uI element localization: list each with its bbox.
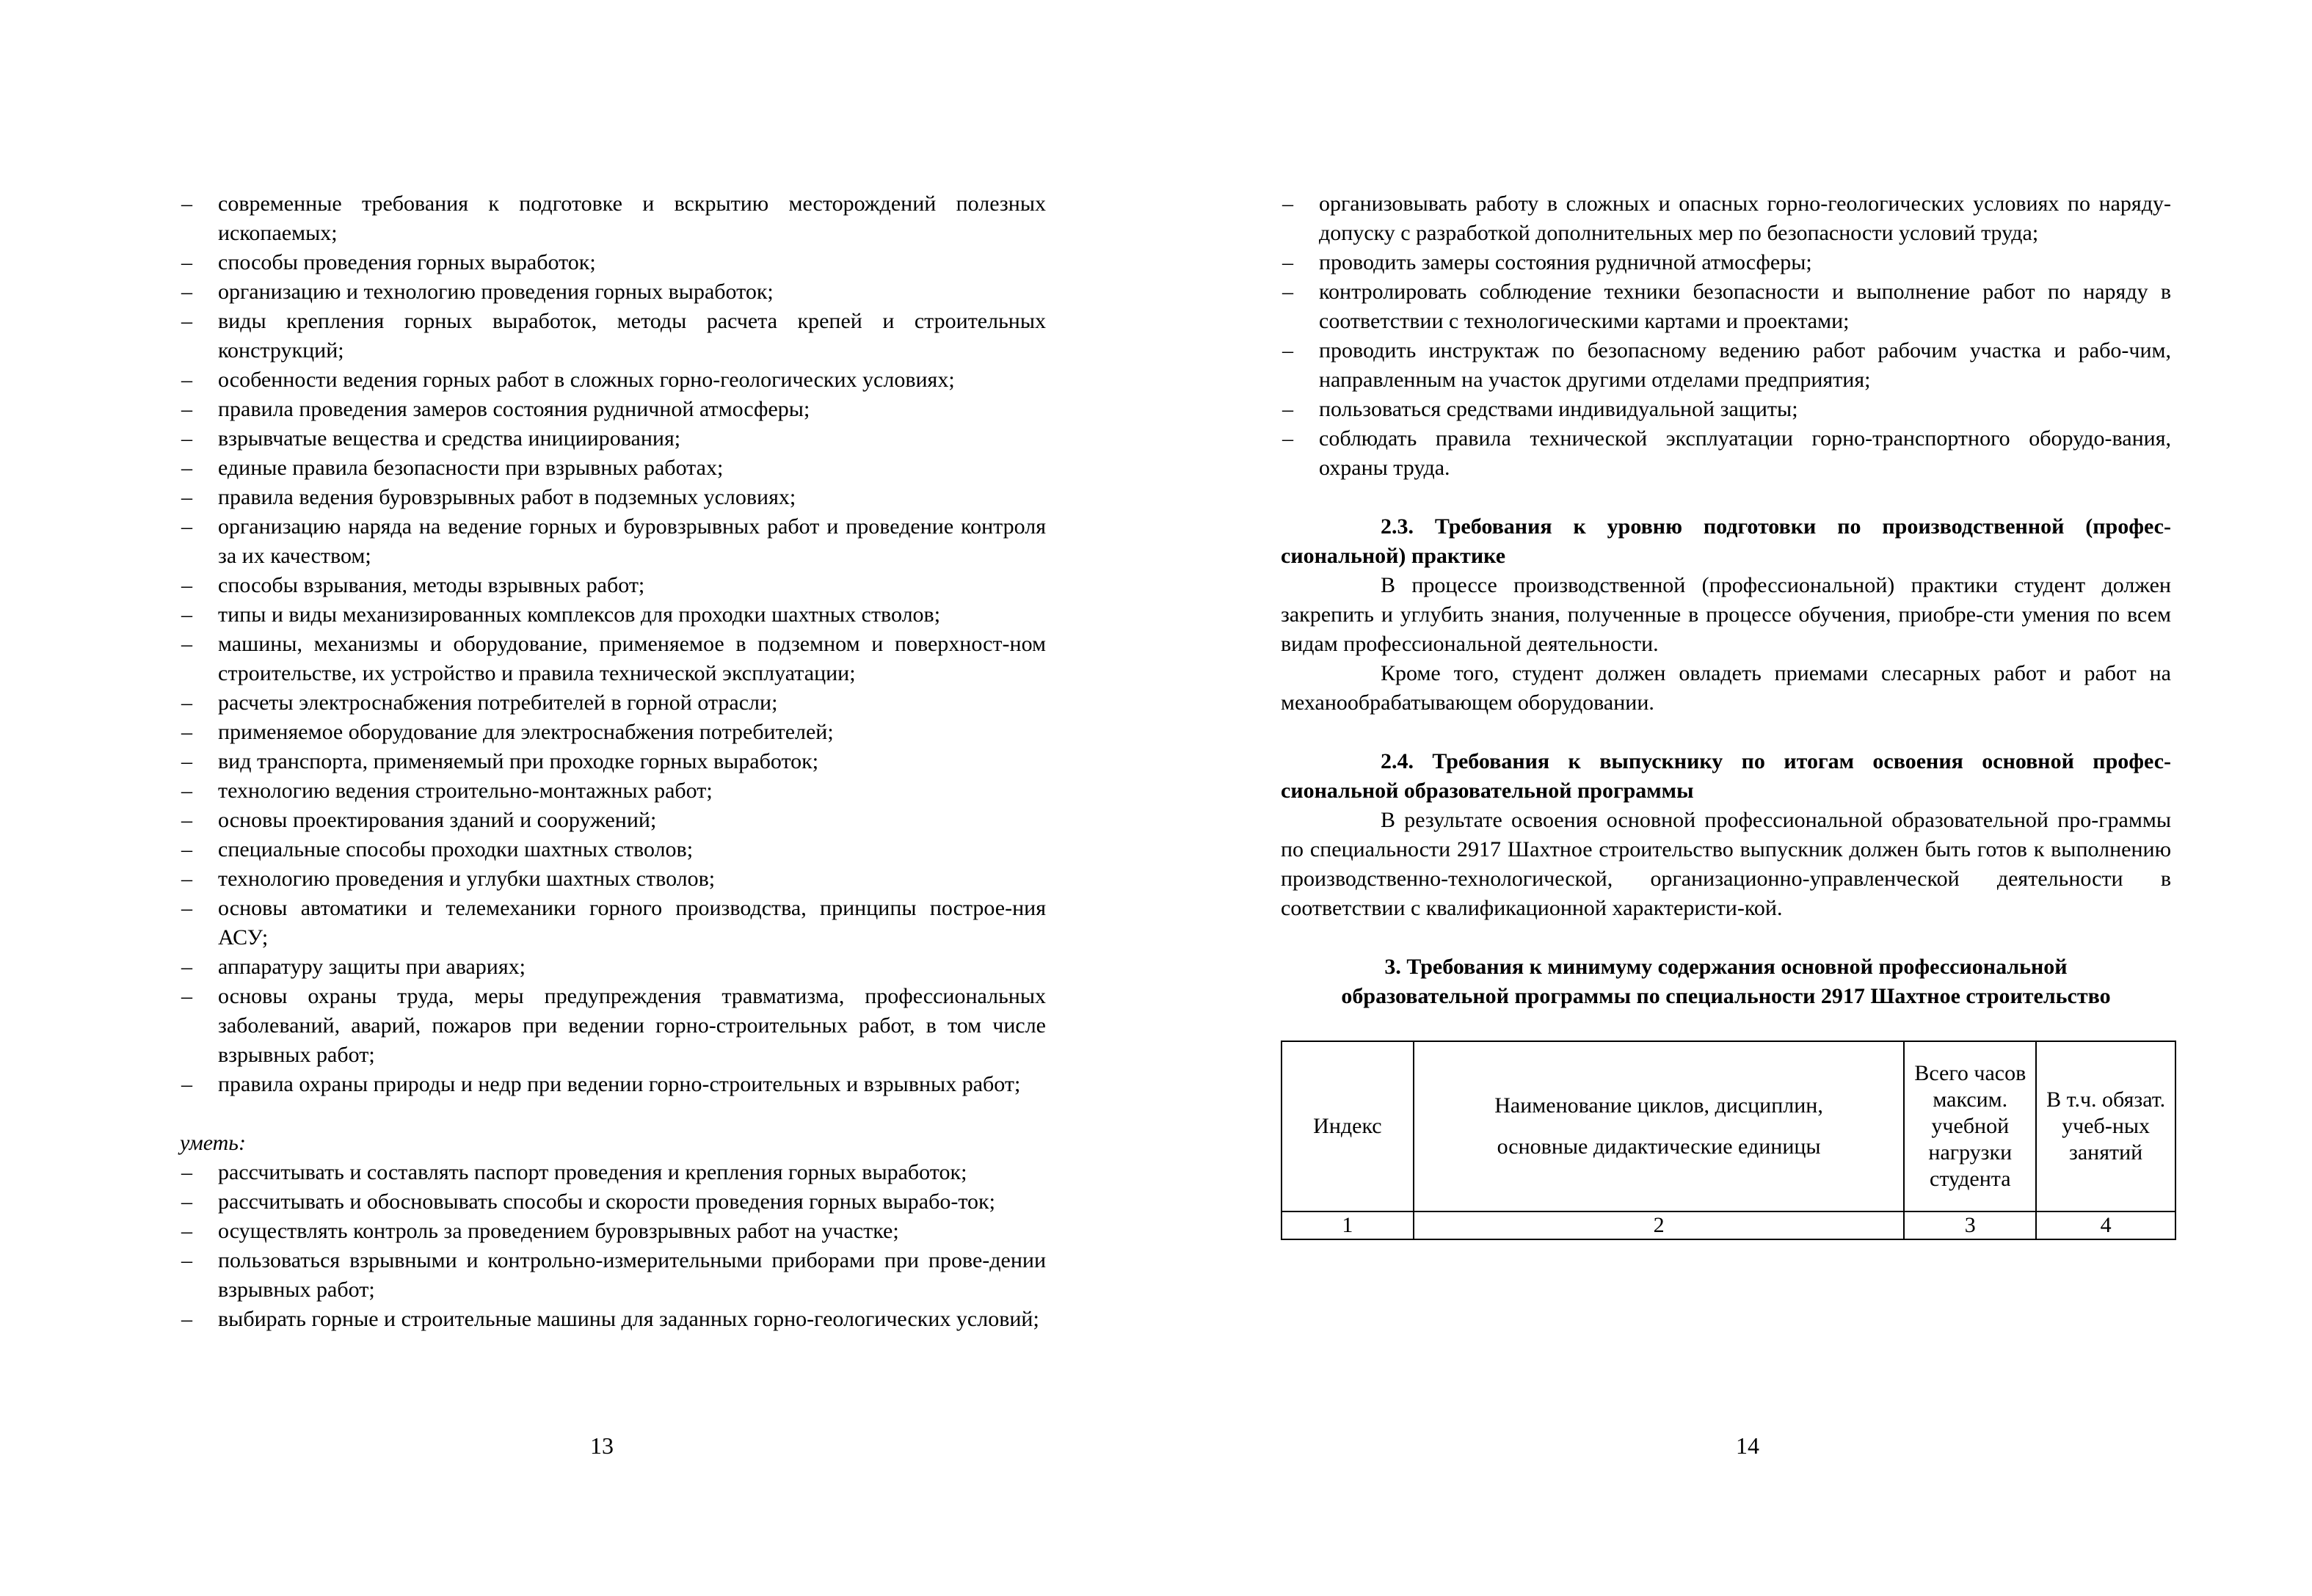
list-item: – взрывчатые вещества и средства инициирования;: [180, 424, 1046, 453]
skills-list-continued: [1281, 189, 2171, 483]
list-item: – рассчитывать и обосновывать способы и скорости проведения горных вырабо-ток;: [180, 1187, 1046, 1217]
list-item: – аппаратуру защиты при авариях;: [180, 952, 1046, 982]
list-item: – контролировать соблюдение техники безопасности и выполнение работ по наряду в соответствии с технологическими картами и проектами;: [1281, 277, 2171, 336]
list-item: – типы и виды механизированных комплексов для проходки шахтных стволов;: [180, 600, 1046, 630]
list-item: – применяемое оборудование для электроснабжения потребителей;: [180, 718, 1046, 747]
list-item: – правила проведения замеров состояния рудничной атмосферы;: [180, 395, 1046, 424]
column-number-4: 4: [2036, 1211, 2175, 1239]
header-mandatory-hours: В т.ч. обязат. учеб-ных занятий: [2036, 1041, 2175, 1211]
list-item: – способы взрывания, методы взрывных работ;: [180, 571, 1046, 600]
list-item: – основы проектирования зданий и сооружений;: [180, 806, 1046, 835]
list-item: – основы автоматики и телемеханики горного производства, принципы построе-ния АСУ;: [180, 894, 1046, 952]
list-item: – расчеты электроснабжения потребителей в горной отрасли;: [180, 688, 1046, 718]
table-header-row: [1282, 1041, 2175, 1211]
section-2-4-heading: 2.4. Требования к выпускнику по итогам освоения основной профес-сиональной образовательной программы: [1281, 749, 2171, 803]
column-number-3: 3: [1904, 1211, 2036, 1239]
list-item: – основы охраны труда, меры предупреждения травматизма, профессиональных заболеваний, аварий, пожаров при ведении горно-строительных работ, в том числе взрывных работ;: [180, 982, 1046, 1070]
section-3-heading-line-2: образовательной программы по специальности 2917 Шахтное строительство: [1341, 984, 2111, 1008]
knowledge-list: [180, 189, 1046, 1099]
list-item: – организацию и технологию проведения горных выработок;: [180, 277, 1046, 307]
skills-label: уметь:: [180, 1131, 246, 1155]
list-item: – организацию наряда на ведение горных и буровзрывных работ и проведение контроля за их качеством;: [180, 512, 1046, 571]
section-3-heading: [1281, 952, 2171, 1011]
list-item: – рассчитывать и составлять паспорт проведения и крепления горных выработок;: [180, 1158, 1046, 1187]
list-item: – современные требования к подготовке и вскрытию месторождений полезных ископаемых;: [180, 189, 1046, 248]
section-2-4-paragraph: В результате освоения основной профессиональной образовательной про-граммы по специальности 2917 Шахтное строительство выпускник должен быть готов к выполнению производственно-технологической, организационно-управленческой деятельности в соответствии с квалификационной характеристи-кой.: [1281, 808, 2171, 920]
list-item: – правила ведения буровзрывных работ в подземных условиях;: [180, 483, 1046, 512]
left-page-content: [180, 189, 1046, 1334]
list-item: – особенности ведения горных работ в сложных горно-геологических условиях;: [180, 365, 1046, 395]
header-index: Индекс: [1282, 1041, 1414, 1211]
header-name-line-1: Наименование циклов, дисциплин,: [1494, 1093, 1823, 1118]
list-item: – технологию ведения строительно-монтажных работ;: [180, 776, 1046, 806]
list-item: – выбирать горные и строительные машины для заданных горно-геологических условий;: [180, 1305, 1046, 1334]
list-item: – проводить инструктаж по безопасному ведению работ рабочим участка и рабо-чим, направленным на участок другими отделами предприятия;: [1281, 336, 2171, 395]
table-number-row: [1282, 1211, 2175, 1239]
column-number-2: 2: [1414, 1211, 1905, 1239]
list-item: – осуществлять контроль за проведением буровзрывных работ на участке;: [180, 1217, 1046, 1246]
list-item: – технологию проведения и углубки шахтных стволов;: [180, 864, 1046, 894]
page-number-left: 13: [590, 1432, 614, 1459]
header-name-line-2: основные дидактические единицы: [1497, 1134, 1821, 1159]
list-item: – организовывать работу в сложных и опасных горно-геологических условиях по наряду-допуску с разработкой дополнительных мер по безопасности условий труда;: [1281, 189, 2171, 248]
list-item: – пользоваться взрывными и контрольно-измерительными приборами при прове-дении взрывных работ;: [180, 1246, 1046, 1305]
list-item: – виды крепления горных выработок, методы расчета крепей и строительных конструкций;: [180, 307, 1046, 365]
header-name: [1414, 1041, 1905, 1211]
list-item: – единые правила безопасности при взрывных работах;: [180, 453, 1046, 483]
list-item: – соблюдать правила технической эксплуатации горно-транспортного оборудо-вания, охраны труда.: [1281, 424, 2171, 483]
list-item: – вид транспорта, применяемый при проходке горных выработок;: [180, 747, 1046, 776]
list-item: – способы проведения горных выработок;: [180, 248, 1046, 277]
section-2-3-paragraph-1: В процессе производственной (профессиональной) практики студент должен закрепить и углубить знания, полученные в процессе обучения, приобре-сти умения по всем видам профессиональной деятельности.: [1281, 573, 2171, 656]
column-number-1: 1: [1282, 1211, 1414, 1239]
page-number-right: 14: [1736, 1432, 1759, 1459]
right-page-content: [1281, 189, 2171, 1240]
list-item: – проводить замеры состояния рудничной атмосферы;: [1281, 248, 2171, 277]
section-2-3-paragraph-2: Кроме того, студент должен овладеть приемами слесарных работ и работ на механообрабатывающем оборудовании.: [1281, 661, 2171, 715]
skills-list: [180, 1158, 1046, 1334]
list-item: – пользоваться средствами индивидуальной защиты;: [1281, 395, 2171, 424]
header-total-hours: Всего часов максим. учебной нагрузки студента: [1904, 1041, 2036, 1211]
section-3-heading-line-1: 3. Требования к минимуму содержания основной профессиональной: [1384, 955, 2068, 979]
right-page: [1156, 0, 2312, 1596]
list-item: – специальные способы проходки шахтных стволов;: [180, 835, 1046, 864]
list-item: – правила охраны природы и недр при ведении горно-строительных и взрывных работ;: [180, 1070, 1046, 1099]
curriculum-table: [1281, 1041, 2176, 1240]
list-item: – машины, механизмы и оборудование, применяемое в подземном и поверхност-ном строительстве, их устройство и правила технической эксплуатации;: [180, 630, 1046, 688]
section-2-3-heading: 2.3. Требования к уровню подготовки по производственной (профес-сиональной) практике: [1281, 514, 2171, 568]
